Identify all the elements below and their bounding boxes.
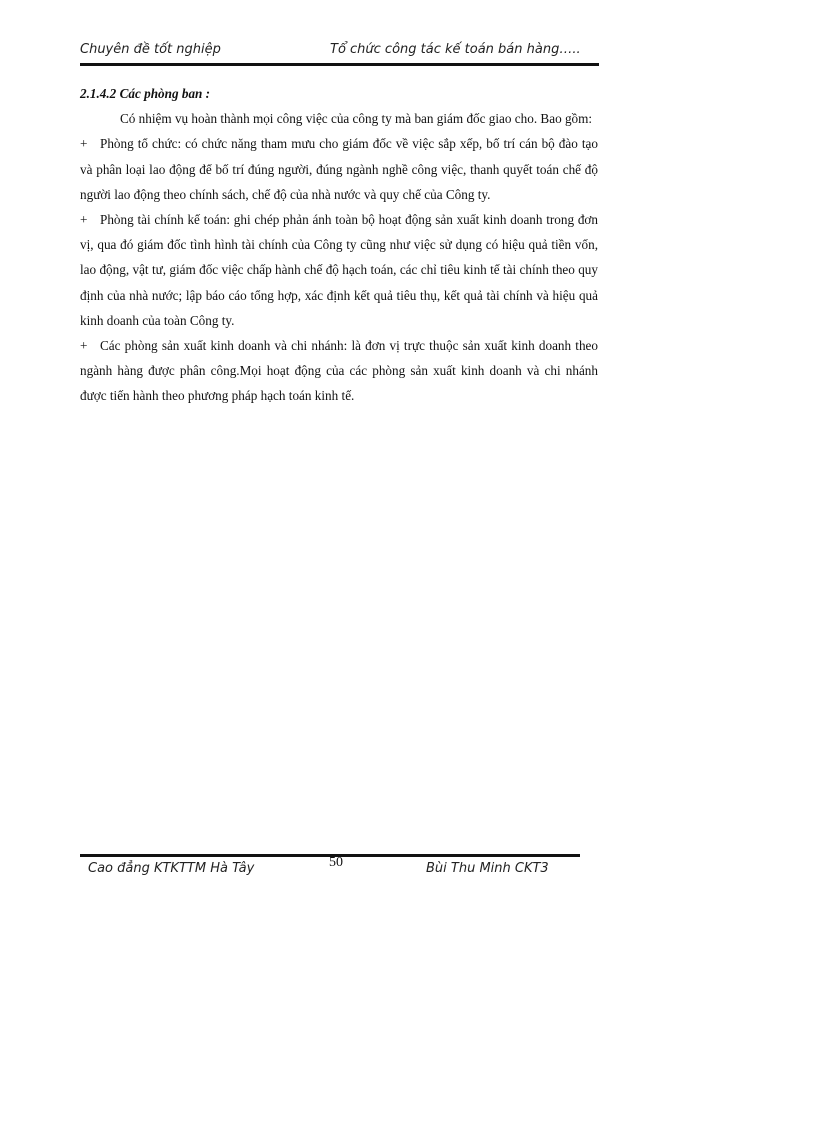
list-item-text: Các phòng sản xuất kinh doanh và chi nhánh: là đơn vị trực thuộc sản xuất kinh doanh theo ngành hàng được phân công.Mọi hoạt động của các phòng sản xuất kinh doanh và chi nhánh được tiến hành theo phương pháp hạch toán kinh tế.: [80, 338, 598, 404]
bullet-mark: +: [80, 136, 88, 152]
list-item-text: Phòng tổ chức: có chức năng tham mưu cho giám đốc về việc sắp xếp, bố trí cán bộ đào tạo và phân loại lao động để bố trí đúng người, đúng ngành nghề công việc, thanh quyết toán chế độ người lao động theo chính sách, chế độ của nhà nước và quy chế của Công ty.: [80, 136, 598, 202]
section-intro: Có nhiệm vụ hoàn thành mọi công việc của công ty mà ban giám đốc giao cho. Bao gồm:: [120, 111, 593, 127]
list-item-text: Phòng tài chính kế toán: ghi chép phản ánh toàn bộ hoạt động sản xuất kinh doanh trong đơn vị, qua đó giám đốc tình hình tài chính của Công ty cũng như việc sử dụng có hiệu quả tiền vốn, lao động, vật tư, giám đốc việc chấp hành chế độ hạch toán, các chỉ tiêu kinh tế tài chính theo quy định của nhà nước; lập báo cáo tổng hợp, xác định kết quả tiêu thụ, kết quả tài chính và hiệu quả kinh doanh của toàn Công ty.: [80, 212, 598, 328]
list-item: [80, 131, 598, 207]
footer-school: Cao đẳng KTKTTM Hà Tây: [88, 861, 255, 876]
bullet-mark: +: [80, 212, 88, 228]
page-header: [80, 42, 599, 64]
header-document-type: Chuyên đề tốt nghiệp: [80, 42, 221, 57]
section-title: 2.1.4.2 Các phòng ban :: [80, 86, 211, 101]
list-item: [80, 207, 598, 333]
header-document-title: Tổ chức công tác kế toán bán hàng…..: [330, 42, 581, 57]
list-item: [80, 333, 598, 409]
header-divider: [80, 63, 599, 66]
bullet-mark: +: [80, 338, 88, 354]
main-content: [80, 81, 598, 409]
footer-author: Bùi Thu Minh CKT3: [426, 861, 549, 876]
page-number: 50: [329, 855, 343, 870]
